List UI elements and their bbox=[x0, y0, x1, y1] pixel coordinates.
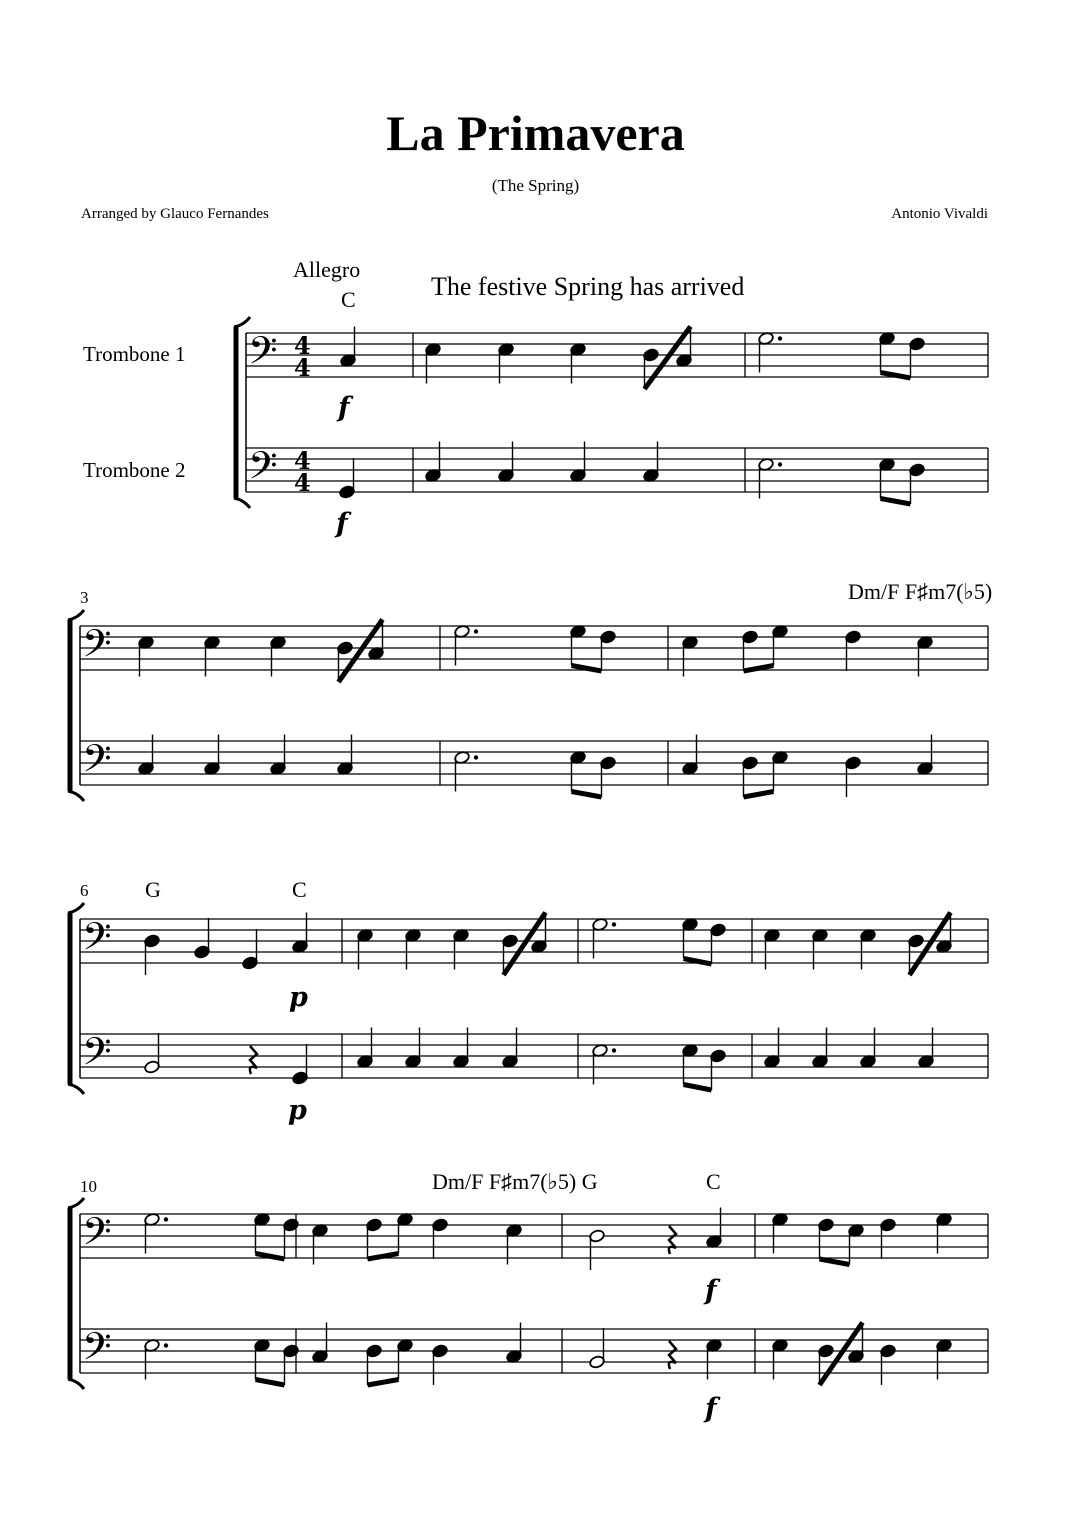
dynamic-marking: p bbox=[288, 1095, 307, 1126]
bass-clef-icon: 𝄢 bbox=[248, 443, 278, 497]
bracket-hook bbox=[68, 1379, 84, 1389]
bass-clef-icon: 𝄢 bbox=[248, 328, 278, 382]
dot bbox=[474, 629, 478, 633]
bass-clef-icon: 𝄢 bbox=[82, 736, 112, 790]
beam bbox=[572, 792, 602, 798]
time-signature-numerator: 4 bbox=[294, 331, 311, 360]
subtitle: (The Spring) bbox=[491, 176, 580, 195]
dot bbox=[474, 755, 478, 759]
quarter-rest bbox=[669, 1341, 676, 1369]
bracket-hook bbox=[68, 903, 84, 913]
composer-credit: Antonio Vivaldi bbox=[891, 206, 988, 222]
beam bbox=[881, 499, 911, 505]
bracket-hook bbox=[68, 1084, 84, 1094]
bracket-hook bbox=[234, 498, 250, 508]
bass-clef-icon: 𝄢 bbox=[82, 621, 112, 675]
bracket-hook bbox=[234, 317, 250, 327]
page-title: La Primavera bbox=[386, 105, 685, 161]
dot bbox=[612, 922, 616, 926]
instrument-label-trombone-1: Trombone 1 bbox=[83, 342, 186, 366]
beam bbox=[744, 792, 774, 798]
measure-number-10: 10 bbox=[80, 1177, 97, 1196]
dot bbox=[778, 336, 782, 340]
beam bbox=[368, 1380, 399, 1386]
dynamic-marking: f bbox=[705, 1393, 717, 1424]
bracket-hook bbox=[68, 1198, 84, 1208]
tempo-marking: Allegro bbox=[293, 257, 361, 282]
chord-symbol: C bbox=[292, 877, 307, 902]
dot bbox=[612, 1048, 616, 1052]
arranger-credit: Arranged by Glauco Fernandes bbox=[81, 206, 269, 222]
dynamic-marking: f bbox=[705, 1275, 717, 1306]
dot bbox=[778, 462, 782, 466]
chord-symbol: Dm/F F♯m7(♭5) G bbox=[432, 1169, 598, 1194]
instrument-label-trombone-2: Trombone 2 bbox=[83, 458, 186, 482]
quarter-rest bbox=[250, 1046, 257, 1074]
beam bbox=[684, 1085, 712, 1091]
lyric-text: The festive Spring has arrived bbox=[431, 272, 745, 301]
bracket-hook bbox=[68, 791, 84, 801]
dynamic-marking: p bbox=[289, 982, 308, 1013]
chord-symbol: C bbox=[341, 287, 356, 312]
chord-symbol: Dm/F F♯m7(♭5) bbox=[848, 579, 993, 604]
dot bbox=[164, 1343, 168, 1347]
bass-clef-icon: 𝄢 bbox=[82, 1209, 112, 1263]
measure-number-3: 3 bbox=[80, 588, 89, 607]
time-signature-denominator: 4 bbox=[294, 353, 311, 382]
bass-clef-icon: 𝄢 bbox=[82, 1029, 112, 1083]
time-signature-denominator: 4 bbox=[294, 468, 311, 497]
chord-symbol: C bbox=[706, 1169, 721, 1194]
measure-number-6: 6 bbox=[80, 881, 89, 900]
dynamic-marking: f bbox=[338, 392, 350, 423]
quarter-rest bbox=[669, 1226, 676, 1254]
bass-clef-icon: 𝄢 bbox=[82, 914, 112, 968]
bracket-hook bbox=[68, 610, 84, 620]
chord-symbol: G bbox=[145, 877, 161, 902]
time-signature-numerator: 4 bbox=[294, 446, 311, 475]
dot bbox=[164, 1217, 168, 1221]
beam bbox=[820, 1259, 850, 1265]
beam bbox=[256, 1380, 285, 1386]
dynamic-marking: f bbox=[336, 508, 348, 539]
bass-clef-icon: 𝄢 bbox=[82, 1324, 112, 1378]
